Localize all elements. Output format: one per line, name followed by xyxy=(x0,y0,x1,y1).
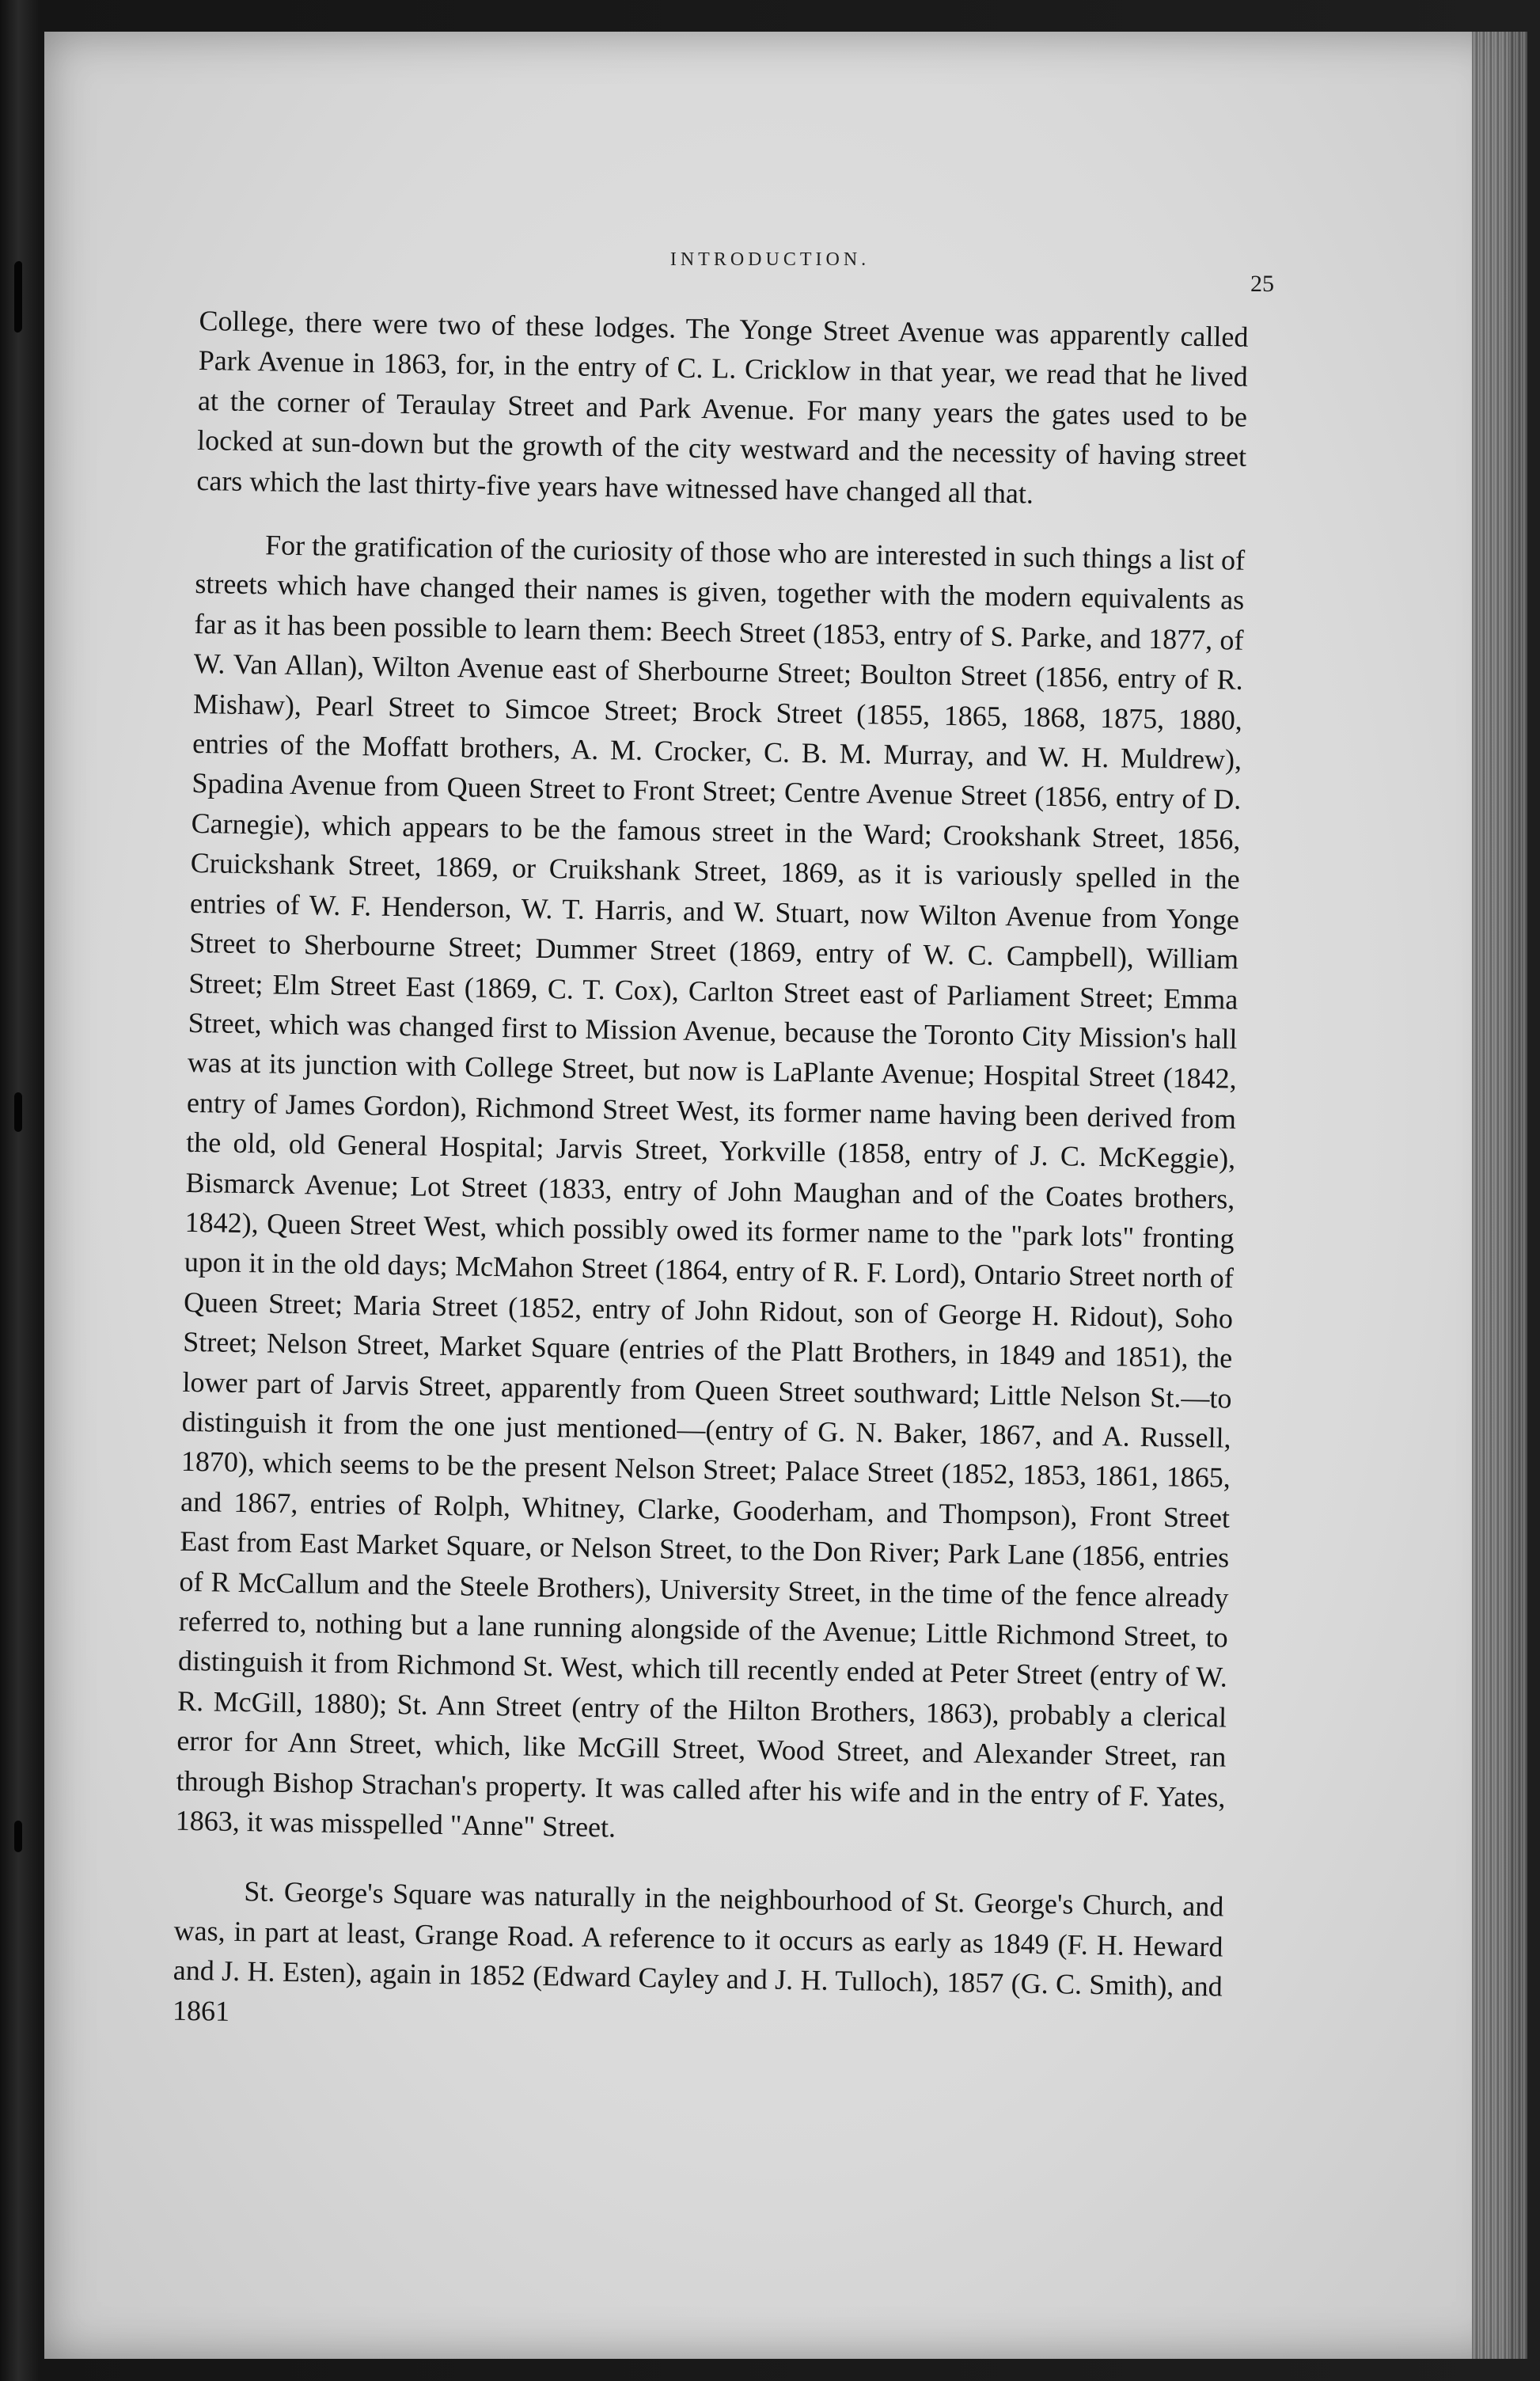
body-text xyxy=(173,301,1249,2047)
running-head: INTRODUCTION. xyxy=(669,249,871,270)
paragraph: St. George's Square was naturally in the neighbourhood of St. George's Church, and was, in part at least, Grange Road. A reference to it occurs as early as 1849 (F. H. Heward and J. H. Esten), again in 1852 (Edward Cayley and J. H. Tulloch), 1857 (G. C. Smith), and 1861 xyxy=(172,1875,1224,2027)
page-number: 25 xyxy=(1250,271,1274,297)
paragraph: College, there were two of these lodges. The Yonge Street Avenue was apparently called Park Avenue in 1863, for, in the entry of C. L. Cricklow in that year, we read that he lived at the corner of Teraulay Street and Park Avenue. For many years the gates used to be locked at sun-down but the growth of the city westward and the necessity of having street cars which the last thirty-five years have witnessed have changed all that. xyxy=(196,304,1249,510)
binding-mark xyxy=(14,260,22,333)
binding-mark xyxy=(14,1092,22,1132)
page-edges xyxy=(1472,32,1527,2359)
binding-mark xyxy=(14,1821,22,1852)
paragraph: For the gratification of the curiosity of those who are interested in such things a list of streets which have changed their names is given, together with the modern equivalents as far as it has been possible to learn them: Beech Street (1853, entry of S. Parke, and 1877, of W. Van Allan), Wilton Avenue east of Sherbourne Street; Boulton Street (1856, entry of R. Mishaw), Pearl Street to Simcoe Street; Brock Street (1855, 1865, 1868, 1875, 1880, entries of the Moffatt brothers, A. M. Crocker, C. B. M. Murray, and W. H. Muldrew), Spadina Avenue from Queen Street to Front Street; Centre Avenue Street (1856, entry of D. Carnegie), which appears to be the famous street in the Ward; Crookshank Street, 1856, Cruickshank Street, 1869, or Cruikshank Street, 1869, as it is variously spelled in the entries of W. F. Henderson, W. T. Harris, and W. Stuart, now Wilton Avenue from Yonge Street to Sherbourne Street; Dummer Street (1869, entry of W. C. Campbell), William Street; Elm Street East (1869, C. T. Cox), Carlton Street east of Parliament Street; Emma Street, which was changed first to Mission Avenue, because the Toronto City Mission's hall was at its junction with College Street, but now is LaPlante Avenue; Hospital Street (1842, entry of James Gordon), Richmond Street West, its former name having been derived from the old, old General Hospital; Jarvis Street, Yorkville (1858, entry of J. C. McKeggie), Bismarck Avenue; Lot Street (1833, entry of John Maughan and of the Coates brothers, 1842), Queen Street West, which possibly owed its former name to the "park lots" fronting upon it in the old days; McMahon Street (1864, entry of R. F. Lord), Ontario Street north of Queen Street; Maria Street (1852, entry of John Ridout, son of George H. Ridout), Soho Street; Nelson Street, Market Square (entries of the Platt Brothers, in 1849 and 1851), the lower part of Jarvis Street, apparently from Queen Street southward; Little Nelson St.—to distinguish it from the one just mentioned—(entry of G. N. Baker, 1867, and A. Russell, 1870), which seems to be the present Nelson Street; Palace Street (1852, 1853, 1861, 1865, and 1867, entries of Rolph, Whitney, Clarke, Gooderham, and Thompson), Front Street East from East Market Square, or Nelson Street, to the Don River; Park Lane (1856, entries of R McCallum and the Steele Brothers), University Street, in the time of the fence already referred to, nothing but a lane running alongside of the Avenue; Little Richmond Street, to distinguish it from Richmond St. West, which till recently ended at Peter Street (entry of W. R. McGill, 1880); St. Ann Street (entry of the Hilton Brothers, 1863), probably a clerical error for Ann Street, which, like McGill Street, Wood Street, and Alexander Street, ran through Bishop Strachan's property. It was called after his wife and in the entry of F. Yates, 1863, it was misspelled "Anne" Street. xyxy=(175,529,1246,1844)
